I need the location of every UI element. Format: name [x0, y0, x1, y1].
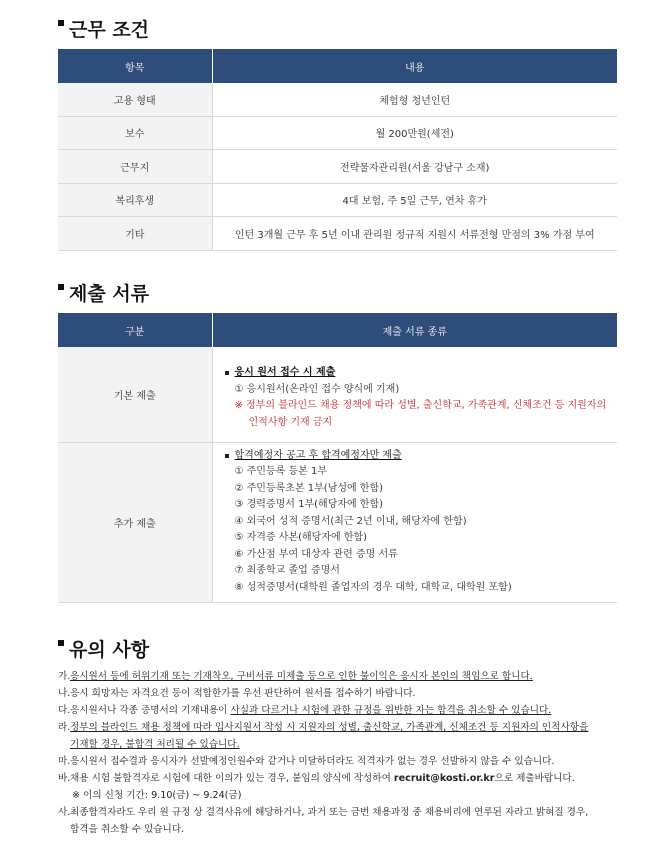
- note-prefix: 마.: [58, 756, 71, 767]
- note-text: 응시원서 접수결과 응시자가 선발예정인원수와 같거나 미달하더라도 적격자가 없는 경우 선발하지 않을 수 있습니다.: [70, 756, 555, 767]
- row-label: 고용 형태: [58, 83, 212, 116]
- basic-docs-cell: [212, 347, 617, 442]
- header-content: 내용: [212, 49, 617, 83]
- header-item: 항목: [58, 49, 212, 83]
- heading-text: 합격예정자 공고 후 합격예정자만 제출: [234, 449, 402, 461]
- list-item: ⑧ 성적증명서(대학원 졸업자의 경우 대학, 대학교, 대학원 포함): [234, 581, 512, 593]
- note-na: [58, 685, 628, 702]
- row-value: 월 200만원(세전): [212, 116, 617, 150]
- list-item: ⑦ 최종학교 졸업 증명서: [234, 565, 340, 576]
- notes-list: [58, 668, 628, 838]
- note-prefix: 사.: [58, 807, 71, 818]
- table-row: [58, 217, 617, 251]
- additional-docs-cell: [212, 442, 617, 603]
- table-header-row: [58, 49, 617, 83]
- note-text-part: 으로 제출바랍니다.: [494, 773, 575, 784]
- note-ga: [58, 668, 628, 685]
- documents-table: [58, 313, 617, 603]
- note-text: 응시원서 등에 허위기재 또는 기재착오, 구비서류 미제출 등으로 인한 불이익은 응시자 본인의 책임으로 합니다.: [70, 671, 533, 682]
- note-text: [70, 770, 575, 787]
- note-text: 정부의 블라인드 채용 정책에 따라 입사지원서 작성 시 지원자의 성별, 출신학교, 가족관계, 신체조건 등 지원자의 인적사항을: [70, 722, 589, 733]
- section-title-notes: [58, 635, 149, 662]
- list-item: ⑥ 가산점 부여 대상자 관련 증명 서류: [234, 548, 398, 560]
- table-row: [58, 183, 617, 217]
- square-bullet-icon: [225, 371, 229, 375]
- note-text-underlined: 사실과 다르거나 시험에 관한 규정을 위반한 자는 합격을 취소할 수 있습니다.: [230, 705, 552, 716]
- note-ma: [58, 753, 628, 770]
- section-title-text: 유의 사항: [69, 639, 150, 661]
- list-item: ④ 외국어 성적 증명서(최근 2년 이내, 해당자에 한함): [234, 515, 467, 527]
- list-item: ① 응시원서(온라인 접수 양식에 기재): [234, 383, 400, 395]
- note-text: 최종합격자라도 우리 원 규정 상 결격사유에 해당하거나, 과거 또는 금번 채용과정 중 채용비리에 연루된 자라고 밝혀질 경우,: [70, 807, 589, 818]
- header-category: 구분: [58, 313, 212, 347]
- note-text: [70, 702, 551, 719]
- note-prefix: 바.: [58, 773, 71, 784]
- table-row: [58, 150, 617, 184]
- heading-text: 응시 원서 접수 시 제출: [234, 367, 336, 378]
- square-bullet-icon: [58, 640, 64, 646]
- row-value: 4대 보험, 주 5일 근무, 연차 휴가: [212, 183, 617, 217]
- header-doc-types: 제출 서류 종류: [212, 313, 617, 347]
- square-bullet-icon: [58, 20, 64, 26]
- note-da: [58, 702, 628, 719]
- section-title-text: 제출 서류: [69, 283, 150, 305]
- row-label: 기타: [58, 217, 212, 251]
- note-ra-cont: 기재할 경우, 불합격 처리될 수 있습니다.: [70, 739, 240, 750]
- section-title-work-conditions: [58, 15, 149, 42]
- basic-docs-heading: [225, 365, 608, 382]
- table-row: [58, 83, 617, 116]
- row-value: 체험형 청년인턴: [212, 83, 617, 116]
- row-value: 전략물자관리원(서울 강남구 소재): [212, 150, 617, 184]
- table-header-row: [58, 313, 617, 347]
- note-ba: [58, 770, 628, 787]
- row-label: 복리후생: [58, 183, 212, 217]
- note-sa: [58, 804, 628, 821]
- row-label: 근무지: [58, 150, 212, 184]
- email-address: recruit@kosti.or.kr: [393, 773, 495, 784]
- note-prefix: 나.: [58, 688, 71, 699]
- warning-text-cont: 인적사항 기재 금지: [248, 416, 333, 428]
- note-text: 응시 희망자는 자격요건 등이 적합한가를 우선 판단하여 원서를 접수하기 바랍니다.: [70, 688, 416, 699]
- note-ba-sub: ※ 이의 신청 기간: 9.10(금) ~ 9.24(금): [72, 790, 242, 801]
- square-bullet-icon: [58, 284, 64, 290]
- note-prefix: 다.: [58, 705, 71, 716]
- table-row: [58, 442, 617, 603]
- table-row: [58, 347, 617, 442]
- section-title-text: 근무 조건: [69, 19, 150, 41]
- note-text-part: 채용 시험 불합격자로 시험에 대한 이의가 있는 경우, 붙임의 양식에 작성하여: [70, 773, 394, 784]
- note-prefix: 가.: [58, 671, 71, 682]
- row-label: 추가 제출: [58, 442, 212, 603]
- list-item: ③ 경력증명서 1부(해당자에 한함): [234, 499, 384, 510]
- note-prefix: 라.: [58, 722, 71, 733]
- table-row: [58, 116, 617, 150]
- additional-docs-heading: [225, 448, 608, 465]
- list-item: ② 주민등록초본 1부(남성에 한함): [234, 482, 384, 494]
- note-sa-cont: 합격을 취소할 수 있습니다.: [70, 824, 185, 835]
- note-text-part: 응시원서나 각종 증명서의 기재내용이: [70, 705, 231, 716]
- row-label: 보수: [58, 116, 212, 150]
- square-bullet-icon: [225, 454, 229, 458]
- note-ra: [58, 719, 628, 736]
- work-conditions-table: [58, 49, 617, 251]
- list-item: ① 주민등록 등본 1부: [234, 466, 327, 477]
- row-label: 기본 제출: [58, 347, 212, 442]
- warning-text: ※ 정부의 블라인드 채용 정책에 따라 성별, 출신학교, 가족관계, 신체조건 등 지원자의: [234, 400, 607, 411]
- section-title-documents: [58, 279, 149, 306]
- row-value: 인턴 3개월 근무 후 5년 이내 관리원 정규직 지원시 서류전형 만점의 3% 가점 부여: [212, 217, 617, 251]
- list-item: ⑤ 자격증 사본(해당자에 한함): [234, 532, 368, 543]
